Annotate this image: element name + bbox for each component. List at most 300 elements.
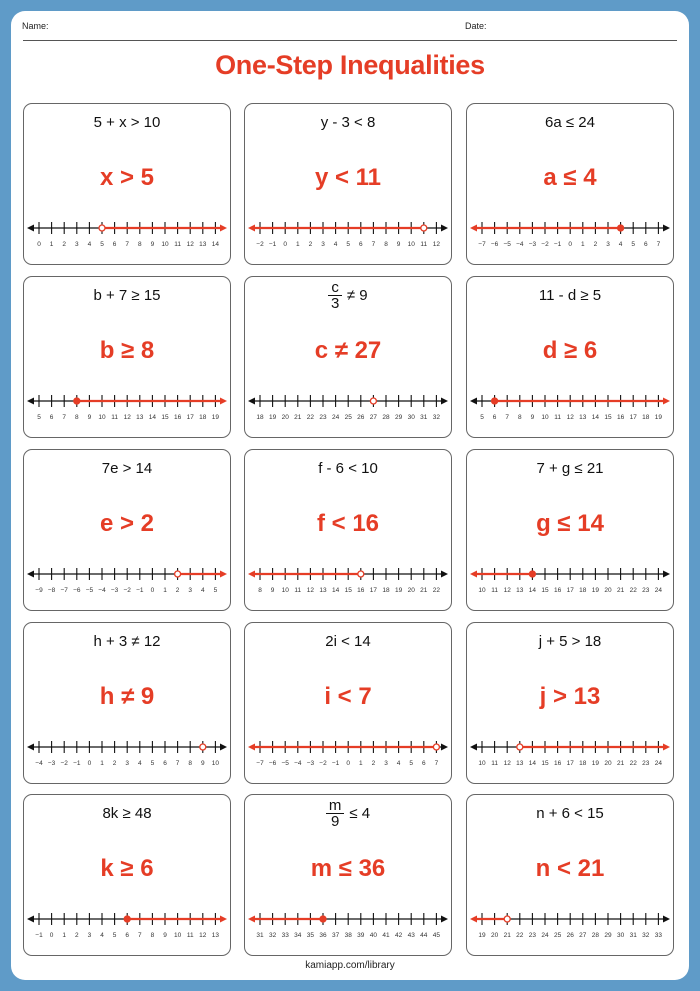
problem-equation: 2i < 14: [325, 633, 371, 650]
tick-label: 12: [186, 241, 194, 248]
open-point-icon: [433, 744, 439, 750]
tick-label: 7: [434, 760, 439, 767]
tick-label: 18: [579, 587, 587, 594]
tick-label: 21: [503, 932, 511, 939]
answer-text: h ≠ 9: [99, 683, 155, 710]
tick-label: 9: [150, 241, 155, 248]
tick-label: 5: [346, 241, 351, 248]
tick-label: 19: [591, 587, 600, 594]
tick-label: 11: [174, 241, 181, 248]
tick-label: −2: [123, 587, 131, 594]
problem-card: [466, 103, 674, 265]
tick-label: 20: [490, 932, 499, 939]
problem-card: [23, 103, 231, 265]
tick-label: 10: [211, 760, 220, 767]
tick-label: 3: [87, 932, 92, 939]
tick-label: 25: [553, 932, 562, 939]
problem-equation: y - 3 < 8: [320, 114, 376, 131]
arrow-right-icon: [441, 571, 448, 578]
tick-label: 29: [394, 414, 403, 421]
tick-label: 21: [420, 587, 428, 594]
arrow-right-icon: [663, 398, 670, 405]
tick-label: −5: [281, 760, 289, 767]
tick-label: 23: [642, 587, 650, 594]
tick-label: 24: [654, 587, 663, 594]
tick-label: 6: [49, 414, 54, 421]
tick-label: 33: [281, 932, 289, 939]
problem-card: [466, 276, 674, 438]
tick-label: 38: [344, 932, 352, 939]
tick-label: 6: [163, 760, 167, 767]
arrow-left-icon: [248, 225, 255, 232]
tick-label: 4: [618, 241, 623, 248]
tick-label: 22: [516, 932, 524, 939]
arrow-right-icon: [441, 225, 448, 232]
answer-text: m ≤ 36: [310, 855, 386, 882]
open-point-icon: [358, 571, 364, 577]
tick-label: 15: [161, 414, 169, 421]
tick-label: 20: [407, 587, 415, 594]
tick-label: 23: [642, 760, 650, 767]
tick-label: 30: [407, 414, 415, 421]
tick-label: 19: [654, 414, 663, 421]
tick-label: 4: [137, 760, 142, 767]
tick-label: 11: [491, 760, 498, 767]
tick-label: 2: [62, 241, 67, 248]
problem-card: [466, 449, 674, 611]
tick-label: 19: [591, 760, 600, 767]
tick-label: 19: [268, 414, 277, 421]
answer-text: c ≠ 27: [314, 337, 382, 364]
tick-label: 8: [188, 760, 193, 767]
tick-label: 31: [256, 932, 264, 939]
tick-label: 21: [616, 760, 625, 767]
tick-label: 7: [505, 414, 510, 421]
arrow-left-icon: [470, 744, 477, 751]
tick-label: 4: [396, 760, 401, 767]
number-line: [467, 733, 673, 773]
page-title: One-Step Inequalities: [215, 50, 485, 80]
open-point-icon: [504, 916, 510, 922]
arrow-left-icon: [27, 225, 34, 232]
tick-label: 36: [319, 932, 327, 939]
number-line: [245, 560, 451, 600]
tick-label: 6: [125, 932, 130, 939]
number-line: [245, 214, 451, 254]
tick-label: 4: [333, 241, 338, 248]
answer-text: g ≤ 14: [536, 510, 604, 537]
tick-label: 7: [137, 932, 142, 939]
tick-label: −2: [319, 760, 327, 767]
problem-equation: 11 - d ≥ 5: [538, 287, 602, 304]
tick-label: 12: [432, 241, 441, 248]
closed-point-icon: [74, 398, 80, 404]
answer-text: i < 7: [324, 683, 372, 710]
arrow-right-icon: [441, 916, 448, 923]
problem-card: [244, 103, 452, 265]
tick-label: −7: [478, 241, 486, 248]
arrow-left-icon: [470, 225, 477, 232]
arrow-right-icon: [663, 225, 670, 232]
tick-label: 6: [643, 241, 648, 248]
tick-label: −9: [35, 587, 43, 594]
tick-label: −1: [73, 760, 81, 767]
tick-label: 28: [382, 414, 390, 421]
tick-label: 14: [528, 587, 537, 594]
tick-label: 0: [37, 241, 41, 248]
tick-label: 7: [125, 241, 130, 248]
tick-label: 0: [283, 241, 288, 248]
tick-label: 12: [123, 414, 131, 421]
number-line: [24, 387, 230, 427]
arrow-right-icon: [663, 916, 670, 923]
tick-label: 20: [604, 587, 612, 594]
tick-label: −1: [35, 932, 43, 939]
tick-label: 0: [346, 760, 351, 767]
arrow-right-icon: [663, 744, 670, 751]
problem-equation: 8k ≥ 48: [102, 805, 152, 822]
fraction-numerator: c: [328, 280, 342, 296]
problem-equation: 6a ≤ 24: [545, 114, 595, 131]
tick-label: 22: [306, 414, 315, 421]
problem-card: [23, 276, 231, 438]
arrow-left-icon: [27, 571, 34, 578]
answer-text: b ≥ 8: [99, 337, 155, 364]
problem-card: [244, 276, 452, 438]
open-point-icon: [99, 225, 105, 231]
number-line: [24, 560, 230, 600]
tick-label: 18: [382, 587, 390, 594]
problem-equation: n + 6 < 15: [536, 805, 604, 822]
tick-label: 8: [517, 414, 522, 421]
tick-label: 21: [294, 414, 302, 421]
tick-label: 45: [432, 932, 441, 939]
arrow-right-icon: [220, 398, 227, 405]
tick-label: 3: [125, 760, 130, 767]
tick-label: 32: [268, 932, 277, 939]
tick-label: 6: [112, 241, 117, 248]
tick-label: 4: [87, 241, 92, 248]
tick-label: 0: [49, 932, 54, 939]
tick-label: 0: [568, 241, 573, 248]
problem-equation: 7e > 14: [101, 460, 153, 477]
tick-label: 5: [100, 241, 104, 248]
tick-label: −7: [256, 760, 264, 767]
problem-card: [244, 449, 452, 611]
open-point-icon: [517, 744, 523, 750]
tick-label: 15: [541, 587, 549, 594]
closed-point-icon: [529, 571, 535, 577]
tick-label: 13: [319, 587, 327, 594]
name-label: Name:: [22, 21, 49, 31]
tick-label: 22: [629, 587, 637, 594]
tick-label: 24: [654, 760, 663, 767]
tick-label: 11: [294, 587, 302, 594]
tick-label: −1: [268, 241, 277, 248]
tick-label: 3: [321, 241, 325, 248]
tick-label: −5: [85, 587, 94, 594]
tick-label: 5: [112, 932, 117, 939]
tick-label: 15: [541, 760, 549, 767]
problem-card: [23, 794, 231, 956]
open-point-icon: [175, 571, 181, 577]
tick-label: −6: [490, 241, 499, 248]
tick-label: 17: [629, 414, 637, 421]
tick-label: −1: [136, 587, 144, 594]
problem-card: [23, 622, 231, 784]
tick-label: 8: [258, 587, 262, 594]
tick-label: 1: [358, 760, 363, 767]
problem-equation: h + 3 ≠ 12: [93, 633, 161, 650]
open-point-icon: [370, 398, 376, 404]
tick-label: 17: [566, 760, 574, 767]
tick-label: 9: [200, 760, 205, 767]
arrow-left-icon: [470, 916, 477, 923]
number-line: [245, 387, 451, 427]
closed-point-icon: [124, 916, 130, 922]
header-divider: [23, 40, 677, 41]
tick-label: 3: [384, 760, 388, 767]
tick-label: 6: [358, 241, 363, 248]
tick-label: 0: [150, 587, 155, 594]
date-label: Date:: [465, 21, 487, 31]
tick-label: 7: [175, 760, 180, 767]
tick-label: 26: [357, 414, 365, 421]
tick-label: −4: [294, 760, 302, 767]
fraction: [328, 280, 342, 311]
tick-label: 7: [371, 241, 376, 248]
arrow-right-icon: [220, 916, 227, 923]
tick-label: 10: [478, 587, 486, 594]
arrow-left-icon: [470, 398, 477, 405]
tick-label: 9: [530, 414, 535, 421]
tick-label: 16: [616, 414, 625, 421]
tick-label: 5: [480, 414, 484, 421]
number-line: [245, 905, 451, 945]
tick-label: 11: [420, 241, 428, 248]
tick-label: 9: [87, 414, 92, 421]
tick-label: 17: [566, 587, 574, 594]
tick-label: 9: [163, 932, 167, 939]
tick-label: 17: [186, 414, 194, 421]
arrow-right-icon: [441, 744, 448, 751]
arrow-right-icon: [220, 744, 227, 751]
tick-label: −4: [35, 760, 43, 767]
problem-card: [466, 794, 674, 956]
number-line: [467, 560, 673, 600]
tick-label: 23: [528, 932, 537, 939]
closed-point-icon: [618, 225, 624, 231]
tick-label: 5: [213, 587, 218, 594]
equation-rest: ≤ 4: [349, 805, 371, 822]
number-line: [467, 214, 673, 254]
tick-label: 27: [579, 932, 587, 939]
tick-label: −1: [553, 241, 562, 248]
arrow-right-icon: [663, 571, 670, 578]
tick-label: 3: [188, 587, 193, 594]
arrow-right-icon: [441, 398, 448, 405]
tick-label: 24: [541, 932, 549, 939]
tick-label: 4: [100, 932, 104, 939]
tick-label: 42: [394, 932, 403, 939]
tick-label: 23: [319, 414, 327, 421]
tick-label: −7: [60, 587, 68, 594]
tick-label: 16: [173, 414, 182, 421]
closed-point-icon: [492, 398, 498, 404]
answer-text: y < 11: [314, 164, 382, 191]
tick-label: 5: [37, 414, 41, 421]
tick-label: 11: [491, 587, 498, 594]
tick-label: 34: [294, 932, 302, 939]
arrow-left-icon: [248, 744, 255, 751]
tick-label: 14: [528, 760, 537, 767]
problem-equation: j + 5 > 18: [538, 633, 602, 650]
answer-text: n < 21: [535, 855, 605, 882]
tick-label: 20: [604, 760, 612, 767]
answer-text: x > 5: [99, 164, 155, 191]
tick-label: 13: [136, 414, 144, 421]
problem-card: [244, 794, 452, 956]
tick-label: 17: [369, 587, 378, 594]
tick-label: 5: [631, 241, 636, 248]
tick-label: 32: [432, 414, 441, 421]
tick-label: 13: [199, 241, 207, 248]
tick-label: −1: [331, 760, 340, 767]
tick-label: 2: [371, 760, 376, 767]
arrow-left-icon: [248, 398, 255, 405]
answer-text: e > 2: [99, 510, 155, 537]
open-point-icon: [421, 225, 427, 231]
tick-label: −6: [268, 760, 277, 767]
equation-rest: ≠ 9: [346, 287, 368, 304]
tick-label: 12: [199, 932, 207, 939]
problem-equation: [245, 280, 451, 311]
tick-label: 4: [200, 587, 205, 594]
tick-label: 13: [211, 932, 220, 939]
tick-label: −2: [541, 241, 549, 248]
tick-label: 15: [344, 587, 352, 594]
tick-label: 16: [553, 760, 562, 767]
answer-text: k ≥ 6: [100, 855, 154, 882]
tick-label: 18: [642, 414, 650, 421]
problem-card: [466, 622, 674, 784]
tick-label: 31: [629, 932, 637, 939]
tick-label: 12: [306, 587, 315, 594]
tick-label: 12: [566, 414, 574, 421]
tick-label: 22: [432, 587, 441, 594]
tick-label: 16: [553, 587, 562, 594]
tick-label: 14: [331, 587, 340, 594]
tick-label: 22: [629, 760, 637, 767]
fraction: [326, 798, 345, 829]
tick-label: −2: [60, 760, 68, 767]
tick-label: 40: [369, 932, 378, 939]
tick-label: 14: [211, 241, 220, 248]
tick-label: 8: [137, 241, 142, 248]
tick-label: 8: [150, 932, 155, 939]
tick-label: −6: [73, 587, 81, 594]
tick-label: 19: [478, 932, 486, 939]
arrow-left-icon: [248, 916, 255, 923]
tick-label: 2: [593, 241, 598, 248]
tick-label: 19: [211, 414, 220, 421]
fraction-numerator: m: [326, 798, 345, 814]
tick-label: 37: [331, 932, 340, 939]
number-line: [24, 733, 230, 773]
tick-label: 12: [503, 587, 511, 594]
tick-label: 8: [384, 241, 388, 248]
arrow-left-icon: [27, 744, 34, 751]
arrow-left-icon: [470, 571, 477, 578]
arrow-right-icon: [220, 225, 227, 232]
fraction-denominator: 3: [330, 295, 340, 312]
tick-label: 0: [87, 760, 92, 767]
tick-label: 13: [516, 760, 524, 767]
arrow-right-icon: [220, 571, 227, 578]
tick-label: 6: [492, 414, 497, 421]
tick-label: −3: [47, 760, 56, 767]
tick-label: 14: [148, 414, 157, 421]
tick-label: 35: [306, 932, 315, 939]
problem-equation: b + 7 ≥ 15: [93, 287, 161, 304]
number-line: [467, 905, 673, 945]
tick-label: 6: [421, 760, 426, 767]
problem-equation: 7 + g ≤ 21: [536, 460, 604, 477]
fraction-denominator: 9: [330, 813, 340, 830]
tick-label: 14: [591, 414, 600, 421]
tick-label: 1: [62, 932, 67, 939]
number-line: [467, 387, 673, 427]
tick-label: 11: [111, 414, 118, 421]
answer-text: d ≥ 6: [542, 337, 598, 364]
tick-label: 25: [344, 414, 352, 421]
tick-label: 18: [579, 760, 587, 767]
problem-equation: 5 + x > 10: [93, 114, 161, 131]
tick-label: −3: [306, 760, 315, 767]
open-point-icon: [200, 744, 206, 750]
tick-label: 32: [642, 932, 650, 939]
problem-equation: [245, 798, 451, 829]
tick-label: 10: [478, 760, 486, 767]
tick-label: 5: [150, 760, 155, 767]
tick-label: 11: [554, 414, 561, 421]
tick-label: 10: [541, 414, 549, 421]
arrow-left-icon: [27, 916, 34, 923]
tick-label: 11: [186, 932, 194, 939]
tick-label: 2: [175, 587, 180, 594]
tick-label: 10: [407, 241, 415, 248]
number-line: [24, 905, 230, 945]
tick-label: 7: [62, 414, 67, 421]
tick-label: −3: [528, 241, 537, 248]
tick-label: −5: [503, 241, 511, 248]
tick-label: 43: [407, 932, 415, 939]
tick-label: 1: [580, 241, 585, 248]
footer-link[interactable]: kamiapp.com/library: [305, 960, 395, 971]
tick-label: −8: [47, 587, 56, 594]
tick-label: 33: [654, 932, 663, 939]
problem-equation: f - 6 < 10: [318, 460, 378, 477]
tick-label: −4: [516, 241, 524, 248]
tick-label: 2: [308, 241, 313, 248]
tick-label: 3: [606, 241, 610, 248]
tick-label: 8: [74, 414, 79, 421]
tick-label: 18: [199, 414, 207, 421]
tick-label: 20: [281, 414, 289, 421]
answer-text: j > 13: [539, 683, 601, 710]
problem-card: [23, 449, 231, 611]
tick-label: 12: [503, 760, 511, 767]
